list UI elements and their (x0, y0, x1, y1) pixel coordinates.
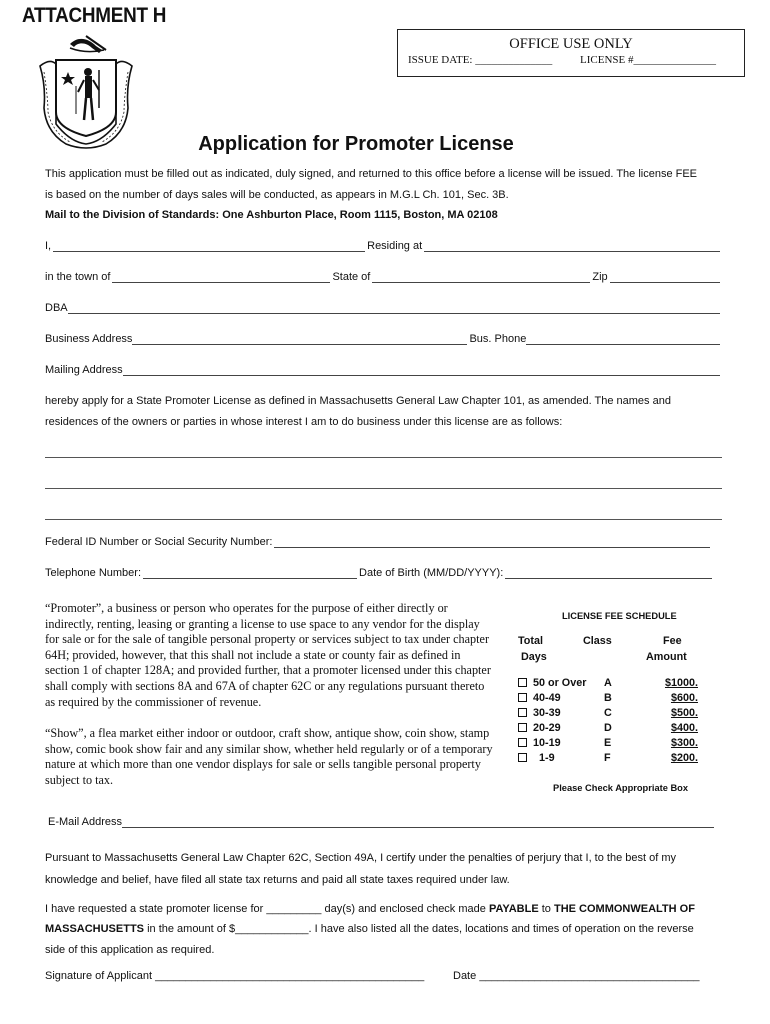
signature-label: Signature of Applicant (45, 970, 153, 982)
intro-line-1: This application must be filled out as indicated, duly signed, and returned to this office before a license will be issued. The license FEE (45, 168, 698, 180)
date-field[interactable]: ____________________________________ (479, 970, 700, 982)
promoter-def-line: “Promoter”, a business or person who operates for the purpose of either directly or (45, 601, 448, 615)
fee-amount: $1000. (664, 677, 698, 689)
town-field[interactable] (112, 272, 330, 283)
promoter-def-line: shall comply with sections 8A and 67A of chapter 62C or any regulations pursuant thereto (45, 678, 485, 693)
fee-class: B (604, 692, 612, 704)
state-label: State of (332, 271, 371, 283)
promoter-def-line: as required by the commissioner of revenue. (45, 694, 262, 709)
fee-rows (518, 677, 698, 767)
fee-row-d[interactable] (518, 722, 698, 737)
fee-row-c[interactable] (518, 707, 698, 722)
amount-col-header: Amount (646, 651, 687, 663)
date-row (453, 970, 700, 982)
fee-days: 50 or Over (533, 677, 587, 689)
fee-amount: $600. (670, 692, 698, 704)
business-address-row (45, 331, 722, 345)
signature-field[interactable]: ____________________________________________ (155, 970, 425, 982)
payable-text: PAYABLE (488, 903, 539, 915)
total-col-header: Total (518, 635, 543, 647)
checkbox-icon[interactable] (518, 753, 527, 762)
show-def-line: “Show”, a flea market either indoor or outdoor, craft show, antique show, coin show, stamp (45, 726, 490, 740)
applicant-name-row (45, 238, 722, 252)
intro-line-2: is based on the number of days sales will be conducted, as appears in M.G.L Ch. 101, Sec. 3B. (45, 189, 509, 201)
request-text: I have requested a state promoter license for _________ day(s) and enclosed check made (45, 903, 489, 915)
apply-line-2: residences of the owners or parties in whose interest I am to do business under this license are as follows: (45, 416, 563, 428)
license-number-field[interactable]: LICENSE #_______________ (580, 54, 716, 66)
mailing-address-label: Mailing Address (45, 364, 123, 376)
fee-amount: $200. (670, 752, 698, 764)
zip-field[interactable] (610, 272, 720, 283)
name-label: I, (45, 240, 52, 252)
fee-col-header: Fee (663, 635, 682, 647)
massachusetts-text: MASSACHUSETTS (45, 923, 145, 935)
fee-row-a[interactable] (518, 677, 698, 692)
telephone-dob-row (45, 565, 714, 579)
checkbox-icon[interactable] (518, 738, 527, 747)
dba-field[interactable] (68, 303, 720, 314)
issue-date-field[interactable]: ISSUE DATE: ______________ (408, 54, 553, 66)
checkbox-icon[interactable] (518, 723, 527, 732)
promoter-def-line: indirectly, renting, leasing or granting a license to use space to any vendor for the display (45, 616, 480, 631)
to-text: to (538, 903, 554, 915)
fee-class: F (604, 752, 611, 764)
federal-id-field[interactable] (274, 537, 710, 548)
telephone-label: Telephone Number: (45, 567, 142, 579)
promoter-def-line: for sale or for the sale of tangible personal property or services subject to tax under chapter (45, 632, 489, 647)
certify-line-1: Pursuant to Massachusetts General Law Chapter 62C, Section 49A, I certify under the penalties of perjury that I, to the best of my (45, 852, 677, 864)
show-def-line: show, comic book show fair and any similar show, whether held regularly or of a temporary (45, 741, 493, 756)
signature-row (45, 970, 424, 982)
fee-row-b[interactable] (518, 692, 698, 707)
show-definition (45, 726, 515, 788)
town-label: in the town of (45, 271, 111, 283)
commonwealth-text: THE COMMONWEALTH OF (553, 903, 695, 915)
check-box-note: Please Check Appropriate Box (553, 783, 689, 793)
business-address-field[interactable] (132, 334, 467, 345)
dba-row (45, 300, 722, 314)
owners-line-2[interactable] (45, 488, 722, 489)
checkbox-icon[interactable] (518, 693, 527, 702)
request-line-3: side of this application as required. (45, 944, 215, 956)
zip-label: Zip (592, 271, 608, 283)
fee-schedule-heading: LICENSE FEE SCHEDULE (562, 611, 677, 621)
owners-line-1[interactable] (45, 457, 722, 458)
fee-class: E (604, 737, 612, 749)
request-line-1 (45, 903, 695, 915)
bus-phone-field[interactable] (526, 334, 720, 345)
state-field[interactable] (372, 272, 590, 283)
applicant-name-field[interactable] (53, 241, 365, 252)
page-title: Application for Promoter License (198, 133, 514, 155)
telephone-field[interactable] (143, 568, 357, 579)
business-address-label: Business Address (45, 333, 133, 345)
show-def-line: nature at which more than one vendor displays for sale or sells tangible personal property (45, 757, 481, 772)
fee-amount: $400. (670, 722, 698, 734)
office-use-title: OFFICE USE ONLY (509, 36, 633, 52)
checkbox-icon[interactable] (518, 708, 527, 717)
mailing-address-row (45, 362, 722, 376)
certify-line-2: knowledge and belief, have filed all state tax returns and paid all state taxes required under law. (45, 874, 510, 886)
license-fee-schedule (512, 608, 712, 798)
fee-row-f[interactable] (518, 752, 698, 767)
residing-label: Residing at (367, 240, 423, 252)
request-line-2 (45, 923, 694, 935)
fee-class: D (604, 722, 612, 734)
email-label: E-Mail Address (48, 816, 122, 828)
apply-line-1: hereby apply for a State Promoter License as defined in Massachusetts General Law Chapter 101, as amended. The names and (45, 395, 671, 407)
promoter-definition (45, 601, 515, 710)
promoter-def-line: 64H; provided, however, that this shall not include a state or county fair as defined in (45, 647, 461, 662)
fee-days: 20-29 (533, 722, 561, 734)
dba-label: DBA (45, 302, 68, 314)
fee-amount: $500. (670, 707, 698, 719)
fee-days: 40-49 (533, 692, 561, 704)
request-amount-text: in the amount of $____________. I have also listed all the dates, locations and times of operation on the reverse (144, 923, 694, 935)
office-use-box (397, 29, 745, 77)
dob-field[interactable] (505, 568, 712, 579)
fee-class: C (604, 707, 612, 719)
mailing-instructions: Mail to the Division of Standards: One Ashburton Place, Room 1115, Boston, MA 02108 (45, 209, 498, 221)
residence-field[interactable] (424, 241, 720, 252)
bus-phone-label: Bus. Phone (469, 333, 527, 345)
date-label: Date (453, 970, 477, 982)
mailing-address-field[interactable] (123, 365, 720, 376)
fee-amount: $300. (670, 737, 698, 749)
show-def-line: subject to tax. (45, 772, 114, 787)
federal-id-label: Federal ID Number or Social Security Number: (45, 536, 273, 548)
fee-days: 10-19 (533, 737, 561, 749)
days-col-header: Days (521, 651, 547, 663)
federal-id-row (45, 534, 712, 548)
fee-days: 30-39 (533, 707, 561, 719)
owners-line-3[interactable] (45, 519, 722, 520)
fee-row-e[interactable] (518, 737, 698, 752)
class-col-header: Class (583, 635, 612, 647)
town-state-zip-row (45, 269, 722, 283)
promoter-def-line: section 1 of chapter 128A; and provided further, that a promoter licensed under this chapter (45, 663, 491, 678)
fee-days: 1-9 (539, 752, 555, 764)
email-field[interactable] (122, 817, 714, 828)
email-row (48, 814, 716, 828)
dob-label: Date of Birth (MM/DD/YYYY): (359, 567, 504, 579)
checkbox-icon[interactable] (518, 678, 527, 687)
attachment-label: ATTACHMENT H (22, 4, 167, 27)
fee-class: A (604, 677, 612, 689)
